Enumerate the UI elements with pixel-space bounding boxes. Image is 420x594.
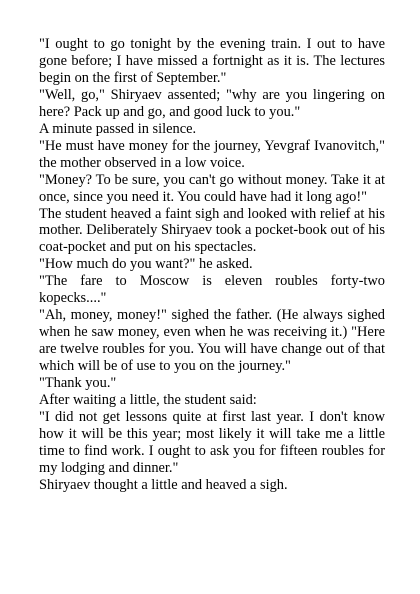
- paragraph: "Ah, money, money!" sighed the father. (He always sighed when he saw money, even when he was receiving it.) "Here are twelve roubles for you. You will have change out of that which will be of use to you on the journey.": [39, 307, 385, 375]
- paragraph: "I ought to go tonight by the evening train. I out to have gone before; I have missed a fortnight as it is. The lectures begin on the first of September.": [39, 36, 385, 86]
- paragraph: "I did not get lessons quite at first last year. I don't know how it will be this year; most likely it will take me a little time to find work. I ought to ask you for fifteen roubles for my lodging and dinner.": [39, 408, 385, 476]
- paragraph: The student heaved a faint sigh and looked with relief at his mother. Deliberately Shiryaev took a pocket-book out of his coat-pocket and put on his spectacles.: [39, 205, 385, 256]
- paragraph: Shiryaev thought a little and heaved a sigh.: [39, 476, 288, 493]
- paragraph: "How much do you want?" he asked.: [39, 256, 253, 273]
- paragraph: After waiting a little, the student said:: [39, 392, 257, 409]
- paragraph: "He must have money for the journey, Yevgraf Ivanovitch," the mother observed in a low voice.: [39, 137, 385, 171]
- paragraph: "Well, go," Shiryaev assented; "why are you lingering on here? Pack up and go, and good luck to you.": [39, 86, 385, 120]
- paragraph: "The fare to Moscow is eleven roubles forty-two kopecks....": [39, 273, 385, 307]
- paragraph: "Money? To be sure, you can't go without money. Take it at once, since you need it. You could have had it long ago!": [39, 171, 385, 205]
- paragraph: "Thank you.": [39, 375, 117, 392]
- paragraph: A minute passed in silence.: [39, 120, 197, 137]
- page-body: [39, 36, 385, 494]
